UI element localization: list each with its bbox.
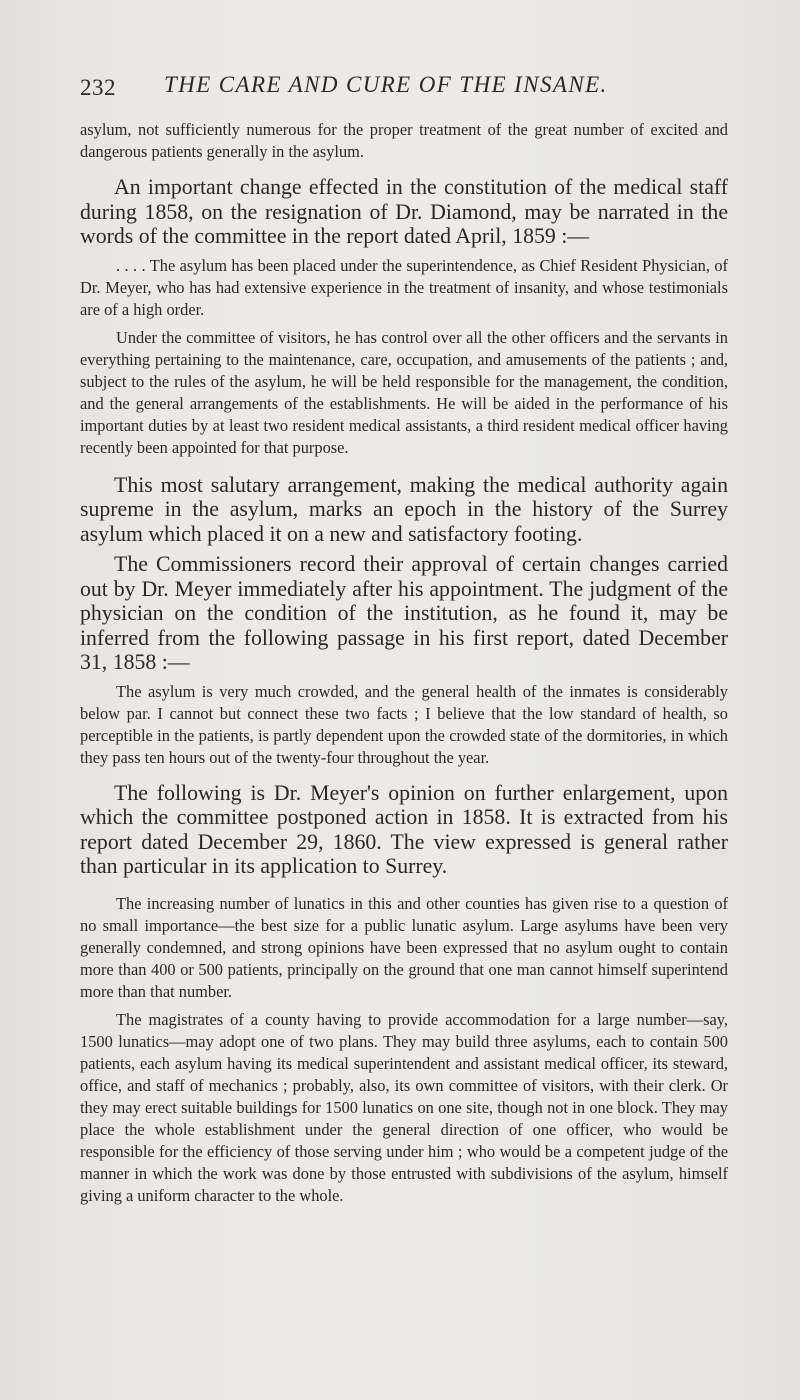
paragraph-meyer-opinion: The following is Dr. Meyer's opinion on further enlargement, upon which the committee postponed action in 1858. It is extracted from his report dated December 29, 1860. The view expressed is general rather than particular in its application to Surrey. [80,780,728,878]
paragraph-salutary-arrangement: This most salutary arrangement, making the medical authority again supreme in the asylum, marks an epoch in the history of the Surrey asylum which placed it on a new and satisfactory footing. [80,472,728,546]
running-title: THE CARE AND CURE OF THE INSANE. [164,72,608,97]
running-head [80,72,740,106]
paragraph-commissioners: The Commissioners record their approval of certain changes carried out by Dr. Meyer immediately after his appointment. The judgment of the physician on the condition of the institution, as he found it, may be inferred from the following passage in his first report, dated December 31, 1858 :— [80,552,728,674]
page-number: 232 [80,75,116,100]
paragraph-medical-staff-change: An important change effected in the constitution of the medical staff during 1858, on the resignation of Dr. Diamond, may be narrated in the words of the committee in the report dated April, 1859 :— [80,175,728,248]
quote-committee-of-visitors: Under the committee of visitors, he has control over all the other officers and the servants in everything pertaining to the maintenance, care, occupation, and amusements of the patients ; and, subject to the rules of the asylum, he will be held responsible for the management, the condition, and the general arrangements of the establishments. He will be aided in the performance of his important duties by at least two resident medical assistants, a third resident medical officer having recently been appointed for that purpose. [80,327,728,457]
quote-increasing-number: The increasing number of lunatics in this and other counties has given rise to a question of no small importance—the best size for a public lunatic asylum. Large asylums have been very generally condemned, and strong opinions have been expressed that no asylum ought to contain more than 400 or 500 patients, principally on the ground that one man cannot himself superintend more than that number. [80,893,728,1001]
quote-superintendence: . . . . The asylum has been placed under the superintendence, as Chief Resident Physician, of Dr. Meyer, who has had extensive experience in the treatment of insanity, and whose testimonials are of a high order. [80,255,728,319]
quote-crowded-asylum: The asylum is very much crowded, and the general health of the inmates is considerably below par. I cannot but connect these two facts ; I believe that the low standard of health, so perceptible in the patients, is partly dependent upon the crowded state of the dormitories, in which they pass ten hours out of the twenty-four throughout the year. [80,681,728,767]
paragraph-continuation: asylum, not sufficiently numerous for the proper treatment of the great number of excited and dangerous patients generally in the asylum. [80,120,728,161]
quote-magistrates: The magistrates of a county having to provide accommodation for a large number—say, 1500 lunatics—may adopt one of two plans. They may build three asylums, each to contain 500 patients, each asylum having its medical superintendent and assistant medical officer, its steward, office, and staff of mechanics ; probably, also, its own committee of visitors, with their clerk. Or they may erect suitable buildings for 1500 lunatics on one site, though not in one block. They may place the whole establishment under the general direction of one officer, who would be responsible for the efficiency of those serving under him ; who would be a competent judge of the manner in which the work was done by those entrusted with subdivisions of the asylum, himself giving a uniform character to the whole. [80,1009,728,1205]
body-text [80,119,728,1207]
